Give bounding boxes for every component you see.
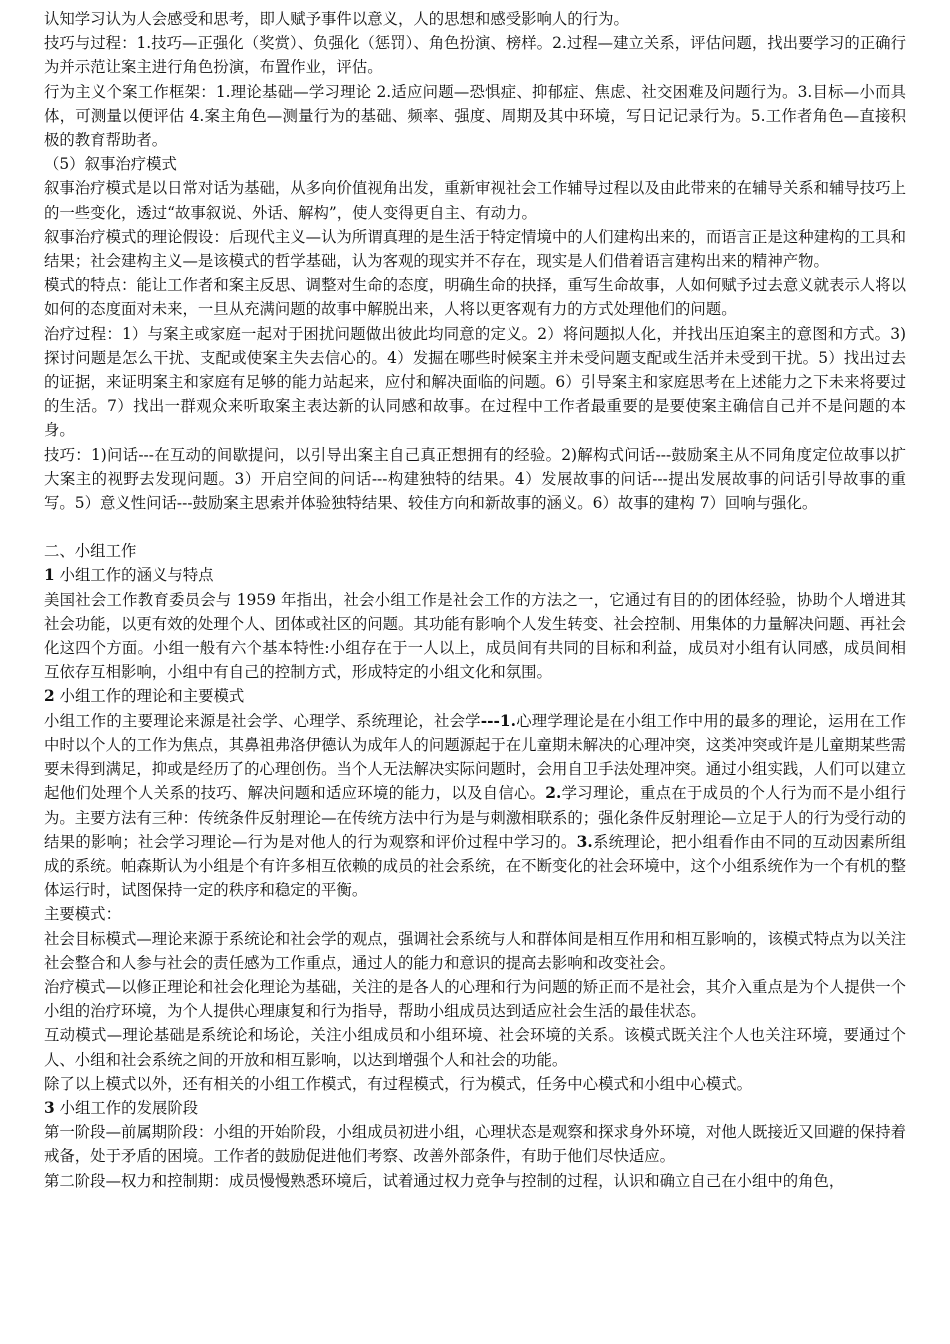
paragraph: 社会目标模式—理论来源于系统论和社会学的观点，强调社会系统与人和群体间是相互作用和相互影响的，该模式特点为以关注社会整合和人参与社会的责任感为工作重点，通过人的能力和意识的提高去影响和改变社会。 (44, 929, 906, 972)
text-run: 小组工作的主要理论来源是社会学、心理学、系统理论，社会学 (44, 711, 481, 730)
blank-line (44, 515, 906, 539)
heading-number: 2 (44, 687, 55, 706)
paragraph: 叙事治疗模式是以日常对话为基础，从多向价值视角出发，重新审视社会工作辅导过程以及由此带来的在辅导关系和辅导技巧上的一些变化，透过“故事叙说、外话、解构”，使人变得更自主、有动力。 (44, 179, 906, 222)
heading-number: 3 (44, 1098, 55, 1117)
paragraph: 技巧与过程：1.技巧—正强化（奖赏）、负强化（惩罚）、角色扮演、榜样。2.过程—建立关系，评估问题，找出要学习的正确行为并示范让案主进行角色扮演，布置作业，评估。 (44, 34, 906, 77)
paragraph: 除了以上模式以外，还有相关的小组工作模式，有过程模式，行为模式，任务中心模式和小组中心模式。 (44, 1074, 752, 1093)
paragraph: 叙事治疗模式的理论假设：后现代主义—认为所谓真理的是生活于特定情境中的人们建构出来的，而语言正是这种建构的工具和结果；社会建构主义—是该模式的哲学基础，认为客观的现实并不存在，现实是人们借着语言建构出来的精神产物。 (44, 227, 906, 271)
bold-marker: 2. (545, 784, 562, 803)
paragraph: 技巧：1)问话---在互动的间歇提问，以引导出案主自己真正想拥有的经验。2)解构式问话---鼓励案主从不同角度定位故事以扩大案主的视野去发现问题。3）开启空间的问话---构建独特的结果。4）发展故事的问话---提出发展故事的问话引导故事的重写。5）意义性问话---鼓励案主思索并体验独特结果、较佳方向和新故事的涵义。6）故事的建构 7）回响与强化。 (44, 445, 906, 513)
paragraph: 行为主义个案工作框架：1.理论基础—学习理论 2.适应问题—恐惧症、抑郁症、焦虑、社交困难及问题行为。3.目标—小而具体，可测量以便评估 4.案主角色—测量行为的基础、频率、强度、周期及其中环境，写日记记录行为。5.工作者角色—直接积极的教育帮助者。 (44, 82, 906, 150)
paragraph: 模式的特点：能让工作者和案主反思、调整对生命的态度，明确生命的抉择，重写生命故事，人如何赋予过去意义就表示人将以如何的态度面对未来，一旦从充满问题的故事中解脱出来，人将以更客观有力的方式处理他们的问题。 (44, 276, 906, 319)
paragraph: 认知学习认为人会感受和思考，即人赋予事件以意义，人的思想和感受影响人的行为。 (44, 10, 629, 28)
paragraph (44, 709, 906, 903)
paragraph: 主要模式： (44, 905, 121, 924)
section-heading (44, 684, 906, 708)
heading-text: 小组工作的发展阶段 (54, 1098, 199, 1117)
text-run: 系统理论，把小组看作由不同的互动因素所组成的系统。帕森斯认为小组是个有许多相互依赖的成员的社会系统，在不断变化的社会环境中，这个小组系统作为一个有机的整体运行时，试图保持一定的秩序和稳定的平衡。 (44, 832, 906, 900)
paragraph: （5）叙事治疗模式 (44, 155, 177, 174)
bold-marker: ---1. (480, 711, 516, 730)
paragraph: 治疗过程：1）与案主或家庭一起对于困扰问题做出彼此均同意的定义。2）将问题拟人化，并找出压迫案主的意图和方式。3)探讨问题是怎么干扰、支配或使案主失去信心的。4）发掘在哪些时候案主并未受问题支配或生活并未受到干扰。5）找出过去的证据，来证明案主和家庭有足够的能力站起来，应付和解决面临的问题。6）引导案主和家庭思考在上述能力之下未来将要过的生活。7）找出一群观众来听取案主表达新的认同感和故事。在过程中工作者最重要的是要使案主确信自己并不是问题的本身。 (44, 324, 906, 440)
text-run: 学习理论，重点在于成员的个人行为而不是小组行为。主要方法有三种：传统条件反射理论—在传统方法中行为是与刺激相联系的；强化条件反射理论—立足于人的行为受行动的结果的影响；社会学习理论—行为是对他人的行为观察和评价过程中学习的。 (44, 784, 906, 851)
paragraph: 第一阶段—前属期阶段：小组的开始阶段，小组成员初进小组，心理状态是观察和探求身外环境，对他人既接近又回避的保持着戒备，处于矛盾的困境。工作者的鼓励促进他们考察、改善外部条件，有助于他们尽快适应。 (44, 1123, 906, 1166)
text-run: 心理学理论是在小组工作中用的最多的理论，运用在工作中时以个人的工作为焦点，其鼻祖弗洛伊德认为成年人的问题源起于在儿童期未解决的心理冲突，这类冲突或许是儿童期某些需要未得到满足，抑或是经历了的心理创伤。当个人无法解决实际问题时，会用自卫手法处理冲突。通过小组实践，人们可以建立起他们处理个人关系的技巧、解决问题和适应环境的能力，以及自信心。 (44, 711, 906, 803)
paragraph: 二、小组工作 (44, 542, 137, 561)
paragraph: 治疗模式—以修正理论和社会化理论为基础，关注的是各人的心理和行为问题的矫正而不是社会，其介入重点是为个人提供一个小组的治疗环境，为个人提供心理康复和行为指导，帮助小组成员达到适应社会生活的最佳状态。 (44, 977, 906, 1021)
paragraph: 第二阶段—权力和控制期：成员慢慢熟悉环境后，试着通过权力竞争与控制的过程，认识和确立自己在小组中的角色， (44, 1171, 845, 1190)
paragraph: 互动模式—理论基础是系统论和场论，关注小组成员和小组环境、社会环境的关系。该模式既关注个人也关注环境，要通过个人、小组和社会系统之间的开放和相互影响，以达到增强个人和社会的功能。 (44, 1026, 906, 1069)
heading-number: 1 (44, 566, 55, 585)
heading-text: 小组工作的理论和主要模式 (54, 687, 245, 706)
section-heading (44, 1096, 906, 1120)
heading-text: 小组工作的涵义与特点 (54, 566, 214, 585)
section-heading (44, 563, 906, 587)
paragraph: 美国社会工作教育委员会与 1959 年指出，社会小组工作是社会工作的方法之一，它通过有目的的团体经验，协助个人增进其社会功能，以更有效的处理个人、团体或社区的问题。其功能有影响个人发生转变、社会控制、用集体的力量解决问题、再社会化这四个方面。小组一般有六个基本特性:小组存在于一人以上，成员间有共同的目标和利益，成员对小组有认同感，成员间相互依存互相影响，小组中有自己的控制方式，形成特定的小组文化和氛围。 (44, 590, 906, 682)
bold-marker: 3. (576, 832, 593, 851)
